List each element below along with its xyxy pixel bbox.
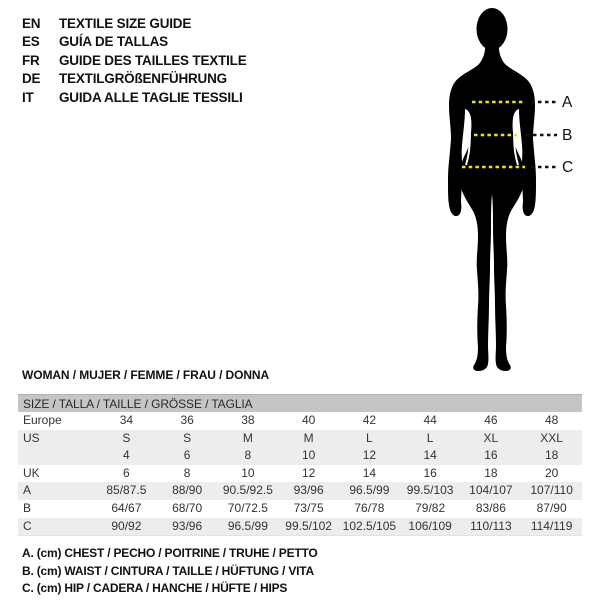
table-row-uk xyxy=(18,465,582,483)
row-label: A xyxy=(18,482,96,500)
language-title: TEXTILE SIZE GUIDE xyxy=(59,16,192,31)
cell: 40 xyxy=(301,413,316,427)
cell: 42 xyxy=(362,413,377,427)
cell: 16 xyxy=(461,447,522,465)
cell: XL xyxy=(461,430,522,448)
table-row-chest xyxy=(18,482,582,500)
row-label: C xyxy=(18,518,96,536)
size-table xyxy=(18,394,582,536)
language-title: GUÍA DE TALLAS xyxy=(59,34,168,50)
legend-waist: B. (cm) WAIST / CINTURA / TAILLE / HÜFTUNG / VITA xyxy=(22,563,314,578)
cell: 48 xyxy=(544,413,559,427)
cell: 93/96 xyxy=(278,482,339,500)
chest-marker-label: A xyxy=(562,94,573,111)
cell: 16 xyxy=(423,465,437,480)
cell: 36 xyxy=(180,413,194,427)
language-list xyxy=(22,15,247,107)
language-row-it xyxy=(22,89,247,107)
cell: 6 xyxy=(123,465,130,480)
table-row-waist xyxy=(18,500,582,518)
measurement-figure xyxy=(395,0,600,380)
cell: 85/87.5 xyxy=(96,482,157,500)
cell: 110/113 xyxy=(461,518,522,536)
hip-marker-label: C xyxy=(562,159,574,176)
legend-chest: A. (cm) CHEST / PECHO / POITRINE / TRUHE / PETTO xyxy=(22,546,318,560)
cell: 18 xyxy=(484,465,498,480)
cell: XXL xyxy=(521,430,582,448)
cell: 44 xyxy=(423,413,437,427)
size-table-header: SIZE / TALLA / TAILLE / GRÖSSE / TAGLIA xyxy=(18,395,582,413)
language-title: GUIDE DES TAILLES TEXTILE xyxy=(59,52,247,68)
table-row-us-numbers xyxy=(18,447,582,465)
cell: 34 xyxy=(119,413,134,427)
cell: S xyxy=(96,430,157,448)
language-code: FR xyxy=(22,52,40,68)
cell: 99.5/102 xyxy=(278,518,339,536)
table-row-europe xyxy=(18,412,582,430)
measurement-legend xyxy=(22,545,318,598)
cell: 79/82 xyxy=(415,500,446,515)
cell: 4 xyxy=(96,447,157,465)
row-label: Europe xyxy=(23,413,62,427)
cell: 6 xyxy=(157,447,218,465)
cell: 83/86 xyxy=(475,500,506,515)
waist-marker-label: B xyxy=(562,127,573,144)
language-row-fr xyxy=(22,52,247,70)
woman-silhouette-diagram xyxy=(395,0,600,380)
language-code: DE xyxy=(22,71,41,87)
cell: 68/70 xyxy=(172,500,203,515)
language-row-de xyxy=(22,70,247,88)
legend-hip: C. (cm) HIP / CADERA / HANCHE / HÜFTE / HIPS xyxy=(22,581,288,596)
cell: 104/107 xyxy=(461,482,522,500)
woman-silhouette xyxy=(448,8,536,371)
cell: M xyxy=(218,430,279,448)
cell: 102.5/105 xyxy=(339,518,400,536)
cell: 73/75 xyxy=(293,500,324,515)
cell: 88/90 xyxy=(157,482,218,500)
cell: 76/78 xyxy=(354,500,385,515)
section-title-woman: WOMAN / MUJER / FEMME / FRAU / DONNA xyxy=(22,368,270,382)
cell: 93/96 xyxy=(157,518,218,536)
cell: 87/90 xyxy=(536,500,567,515)
cell: M xyxy=(278,430,339,448)
cell: 96.5/99 xyxy=(218,518,279,536)
cell: 10 xyxy=(278,447,339,465)
cell: 90/92 xyxy=(96,518,157,536)
cell: 99.5/103 xyxy=(400,482,461,500)
cell: 8 xyxy=(183,465,191,480)
size-table-header-row xyxy=(18,395,582,413)
language-title: TEXTILGRÖßENFÜHRUNG xyxy=(59,71,227,87)
row-label: UK xyxy=(23,465,40,480)
cell: 18 xyxy=(521,447,582,465)
cell: 96.5/99 xyxy=(339,482,400,500)
row-label: B xyxy=(23,500,32,515)
cell: 8 xyxy=(218,447,279,465)
cell: 70/72.5 xyxy=(227,500,268,515)
table-row-us-letters xyxy=(18,430,582,448)
cell: 46 xyxy=(484,413,498,427)
cell: 106/109 xyxy=(400,518,461,536)
cell: 14 xyxy=(400,447,461,465)
cell: 64/67 xyxy=(111,500,142,515)
cell: 12 xyxy=(339,447,400,465)
language-code: ES xyxy=(22,34,40,50)
cell: 12 xyxy=(301,465,316,480)
row-label xyxy=(18,447,96,465)
cell: S xyxy=(157,430,218,448)
cell: L xyxy=(339,430,400,448)
language-title: GUIDA ALLE TAGLIE TESSILI xyxy=(59,89,243,105)
row-label: US xyxy=(18,430,96,448)
cell: 90.5/92.5 xyxy=(218,482,279,500)
language-row-es xyxy=(22,33,247,51)
cell: L xyxy=(400,430,461,448)
language-code: IT xyxy=(22,89,34,105)
cell: 107/110 xyxy=(521,482,582,500)
language-code: EN xyxy=(22,16,41,31)
cell: 38 xyxy=(241,413,255,427)
cell: 114/119 xyxy=(521,518,582,536)
cell: 14 xyxy=(362,465,377,480)
table-row-hip xyxy=(18,518,582,536)
cell: 20 xyxy=(544,465,559,480)
language-row-en xyxy=(22,15,247,33)
cell: 10 xyxy=(241,465,255,480)
